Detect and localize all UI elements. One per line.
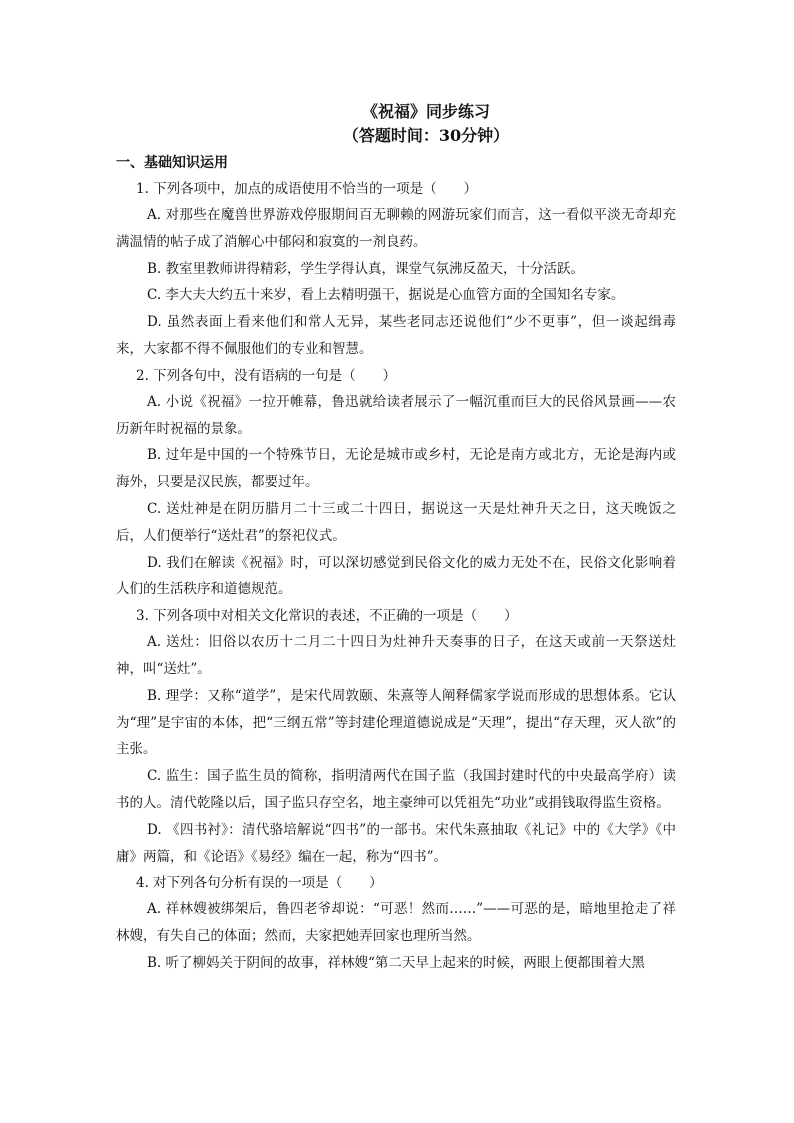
option-a: A. 对那些在魔兽世界游戏停服期间百无聊赖的网游玩家们而言，这一看似平淡无奇却充满温情的帖子成了消解心中郁闷和寂寞的一剂良药。 <box>116 207 676 250</box>
option-c: C. 李大夫大约五十来岁，看上去精明强干，据说是心血管方面的全国知名专家。 <box>147 287 625 304</box>
question-4 <box>116 870 676 976</box>
option-b: B. 教室里教师讲得精彩，学生学得认真，课堂气氛沸反盈天，十分活跃。 <box>147 260 585 277</box>
question-stem: 2. 下列各句中，没有语病的一句是（ ） <box>136 367 397 384</box>
option-a: A. 小说《祝福》一拉开帷幕，鲁迅就给读者展示了一幅沉重而巨大的民俗风景画——农历新年时祝福的景象。 <box>116 393 676 437</box>
option-c: C. 监生：国子监生员的简称，指明清两代在国子监（我国封建时代的中央最高学府）读书的人。清代乾隆以后，国子监只存空名，地主豪绅可以凭祖先“功业”或捐钱取得监生资格。 <box>116 768 676 811</box>
question-stem: 3. 下列各项中对相关文化常识的表述，不正确的一项是（ ） <box>136 608 518 625</box>
document-title: 《祝福》同步练习 <box>361 102 490 121</box>
question-stem: 4. 对下列各句分析有误的一项是（ ） <box>136 875 383 892</box>
option-d: D. 我们在解读《祝福》时，可以深切感觉到民俗文化的威力无处不在，民俗文化影响着人们的生活秩序和道德规范。 <box>116 554 676 598</box>
option-a: A. 祥林嫂被绑架后，鲁四老爷却说：“可恶！然而……”——可恶的是，暗地里抢走了祥林嫂，有失自己的体面；然而，夫家把她弄回家也理所当然。 <box>116 901 676 945</box>
question-stem: 1. 下列各项中，加点的成语使用不恰当的一项是（ ） <box>136 181 478 197</box>
document-subtitle: （答题时间：30分钟） <box>342 126 510 145</box>
question-3 <box>116 603 676 870</box>
question-1 <box>116 176 676 363</box>
question-2 <box>116 363 676 603</box>
option-b: B. 理学：又称“道学”，是宋代周敦颐、朱熹等人阐释儒家学说而形成的思想体系。它认为“理”是宇宙的本体，把“三纲五常”等封建伦理道德说成是“天理”，提出“存天理，灭人欲”的主张。 <box>116 687 676 758</box>
option-d: D. 虽然表面上看来他们和常人无异，某些老同志还说他们“少不更事”，但一谈起缉毒来，大家都不得不佩服他们的专业和智慧。 <box>116 314 676 357</box>
option-a: A. 送灶：旧俗以农历十二月二十四日为灶神升天奏事的日子，在这天或前一天祭送灶神，叫“送灶”。 <box>116 634 676 677</box>
section-heading: 一、基础知识运用 <box>116 155 228 171</box>
option-b: B. 听了柳妈关于阴间的故事，祥林嫂“第二天早上起来的时候，两眼上便都围着大黑 <box>147 954 645 971</box>
option-c: C. 送灶神是在阴历腊月二十三或二十四日，据说这一天是灶神升天之日，这天晚饭之后，人们便举行“送灶君”的祭祀仪式。 <box>116 500 676 544</box>
document-page <box>116 100 676 977</box>
option-b: B. 过年是中国的一个特殊节日，无论是城市或乡村，无论是南方或北方，无论是海内或海外，只要是汉民族，都要过年。 <box>116 447 676 491</box>
option-d: D. 《四书衬》：清代骆培解说“四书”的一部书。宋代朱熹抽取《礼记》中的《大学》《中庸》两篇，和《论语》《易经》编在一起，称为“四书”。 <box>116 821 676 865</box>
